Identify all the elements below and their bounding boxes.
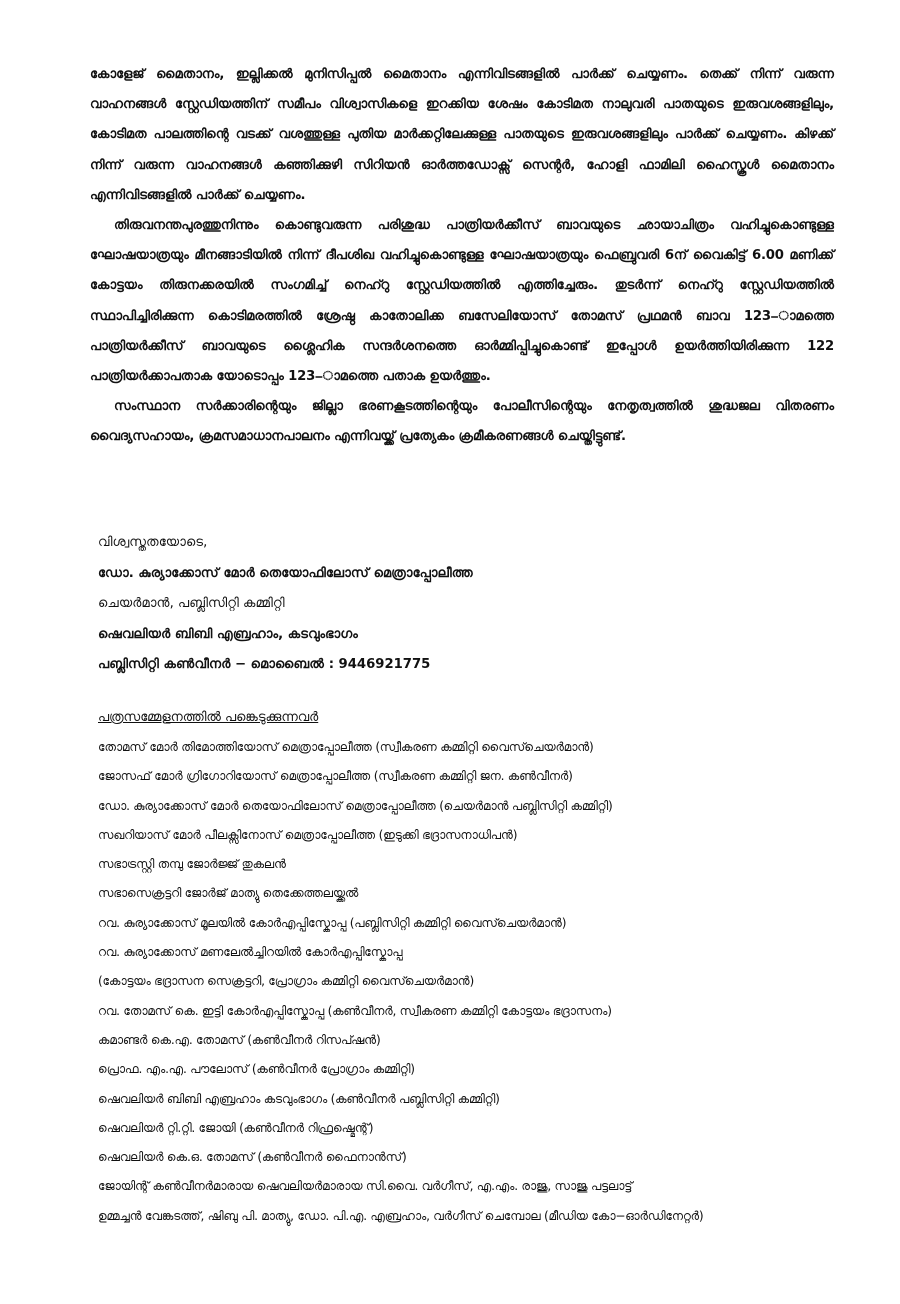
paragraph-procession: തിരുവനന്തപുരത്തുനിന്നും കൊണ്ടുവരുന്ന പരിശുദ്ധ പാത്രിയർക്കീസ് ബാവയുടെ ഛായാചിത്രം വഹിച്ചുകൊണ്ടുള്ള ഘോഷയാത്രയും മീനങ്ങാടിയിൽ നിന്ന് ദീപശിഖ വഹിച്ചുകൊണ്ടുള്ള ഘോഷയാത്രയും ഫെബ്രുവരി 6ന് വൈകിട്ട് 6.00 മണിക്ക് കോട്ടയം തിരുനക്കരയിൽ സംഗമിച്ച് നെഹ്റു സ്റ്റേഡിയത്തിൽ എത്തിച്ചേരും. തുടർന്ന് നെഹ്റു സ്റ്റേഡിയത്തിൽ സ്ഥാപിച്ചിരിക്കുന്ന കൊടിമരത്തിൽ ശ്രേഷ്ഠ കാതോലിക്ക ബസേലിയോസ് തോമസ് പ്രഥമൻ ബാവ 123−ാമത്തെ പാത്രിയർക്കീസ് ബാവയുടെ ശ്ലൈഹിക സന്ദർശനത്തെ ഓർമ്മിപ്പിച്ചുകൊണ്ട് ഇപ്പോൾ ഉയർത്തിയിരിക്കുന്ന 122 പാത്രിയർക്കാപതാക യോടൊപ്പം 123−ാമത്തെ പതാക ഉയർത്തും. [90,218,834,385]
list-item: ഷെവലിയർ ബിബി എബ്രഹാം കടവുംഭാഗം (കൺവീനർ പബ്ലിസിറ്റി കമ്മിറ്റി) [98,1091,500,1106]
participants-heading: പത്രസമ്മേളനത്തിൽ പങ്കെടുക്കുന്നവർ [98,710,319,725]
list-item: ജോയിന്റ് കൺവീനർമാരായ ഷെവലിയർമാരായ സി.വൈ. വർഗീസ്, എ.എം. രാജു, സാജു പട്ടലാട്ട് [98,1179,633,1194]
list-item: ഉമ്മച്ചൻ വേങ്കടത്ത്, ഷിബു പി. മാത്യു, ഡോ. പി.എ. എബ്രഹാം, വർഗീസ് ചെമ്പോല (മീഡിയ കോ−ഓർഡിനേറ്റർ) [98,1208,704,1223]
list-item: റവ. കുര്യാക്കോസ് മൂലയിൽ കോർഎപ്പിസ്കോപ്പ (പബ്ലിസിറ്റി കമ്മിറ്റി വൈസ്ചെയർമാൻ) [98,915,567,930]
signatory-title-1: ചെയർമാൻ, പബ്ലിസിറ്റി കമ്മിറ്റി [98,596,285,611]
paragraph-parking: കോളേജ് മൈതാനം, ഇല്ലിക്കൽ മുനിസിപ്പൽ മൈതാനം എന്നിവിടങ്ങളിൽ പാർക്ക് ചെയ്യണം. തെക്ക് നിന്ന് വരുന്ന വാഹനങ്ങൾ സ്റ്റേഡിയത്തിന് സമീപം വിശ്വാസികളെ ഇറക്കിയ ശേഷം കോടിമത നാലുവരി പാതയുടെ ഇരുവശങ്ങളിലും, കോടിമത പാലത്തിന്റെ വടക്ക് വശത്തുള്ള പുതിയ മാർക്കറ്റിലേക്കുള്ള പാതയുടെ ഇരുവശങ്ങളിലും പാർക്ക് ചെയ്യണം. കിഴക്ക് നിന്ന് വരുന്ന വാഹനങ്ങൾ കഞ്ഞിക്കുഴി സിറിയൻ ഓർത്തഡോക്സ് സെന്റർ, ഹോളി ഫാമിലി ഹൈസ്കൂൾ മൈതാനം എന്നിവിടങ്ങളിൽ പാർക്ക് ചെയ്യണം. [90,67,834,203]
list-item: സഖറിയാസ് മോർ പീലക്സിനോസ് മെത്രാപ്പോലീത്ത (ഇടുക്കി ഭദ്രാസനാധിപൻ) [98,827,518,842]
list-item: ഷെവലിയർ കെ.ഒ. തോമസ് (കൺവീനർ ഫൈനാൻസ്) [98,1150,407,1165]
list-item: തോമസ് മോർ തിമോത്തിയോസ് മെത്രാപ്പോലീത്ത (സ്വീകരണ കമ്മിറ്റി വൈസ്ചെയർമാൻ) [98,740,594,754]
closing-salutation: വിശ്വസ്തതയോടെ, [98,535,208,550]
list-item: സഭാസെക്രട്ടറി ജോർജ് മാത്യു തെക്കേത്തലയ്ക്കൽ [98,886,359,901]
list-item: ജോസഫ് മോർ ഗ്രിഗോറിയോസ് മെത്രാപ്പോലീത്ത (സ്വീകരണ കമ്മിറ്റി ജന. കൺവീനർ) [98,769,573,784]
list-item: ഷെവലിയർ റ്റി.റ്റി. ജോയി (കൺവീനർ റിഫ്രഷ്മെന്റ്) [98,1120,374,1135]
signatory-name-2: ഷെവലിയർ ബിബി എബ്രഹാം, കടവുംഭാഗം [98,626,358,642]
list-item: കമാണ്ടർ കെ.എ. തോമസ് (കൺവീനർ റിസപ്ഷൻ) [98,1032,381,1047]
paragraph-arrangements: സംസ്ഥാന സർക്കാരിന്റെയും ജില്ലാ ഭരണകൂടത്തിന്റെയും പോലീസിന്റെയും നേതൃത്വത്തിൽ ശുദ്ധജല വിതരണം വൈദ്യസഹായം, ക്രമസമാധാനപാലനം എന്നിവയ്ക്ക് പ്രത്യേകം ക്രമീകരണങ്ങൾ ചെയ്തിട്ടുണ്ട്. [90,399,834,445]
list-item: (കോട്ടയം ഭദ്രാസന സെക്രട്ടറി, പ്രോഗ്രാം കമ്മിറ്റി വൈസ്ചെയർമാൻ) [98,974,474,989]
signatory-title-2: പബ്ലിസിറ്റി കൺവീനർ − മൊബൈൽ : 9446921775 [98,657,431,672]
list-item: സഭാട്രസ്റ്റി തമ്പു ജോർജ്ജ് തുകലൻ [98,857,286,872]
participants-section [98,705,838,1231]
list-item: റവ. തോമസ് കെ. ഇട്ടി കോർഎപ്പിസ്കോപ്പ (കൺവീനർ, സ്വീകരണ കമ്മിറ്റി കോട്ടയം ഭദ്രാസനം) [98,1003,612,1018]
signatory-name-1: ഡോ. കുര്യാക്കോസ് മോർ തെയോഫിലോസ് മെത്രാപ്പോലീത്ത [98,565,473,581]
list-item: റവ. കുര്യാക്കോസ് മണലേൽച്ചിറയിൽ കോർഎപ്പിസ്കോപ്പ [98,945,403,960]
body-text [90,60,834,453]
signature-block [98,528,838,681]
list-item: പ്രൊഫ. എം.എ. പൗലോസ് (കൺവീനർ പ്രോഗ്രാം കമ്മിറ്റി) [98,1062,415,1077]
list-item: ഡോ. കുര്യാക്കോസ് മോർ തെയോഫിലോസ് മെത്രാപ്പോലീത്ത (ചെയർമാൻ പബ്ലിസിറ്റി കമ്മിറ്റി) [98,798,613,813]
